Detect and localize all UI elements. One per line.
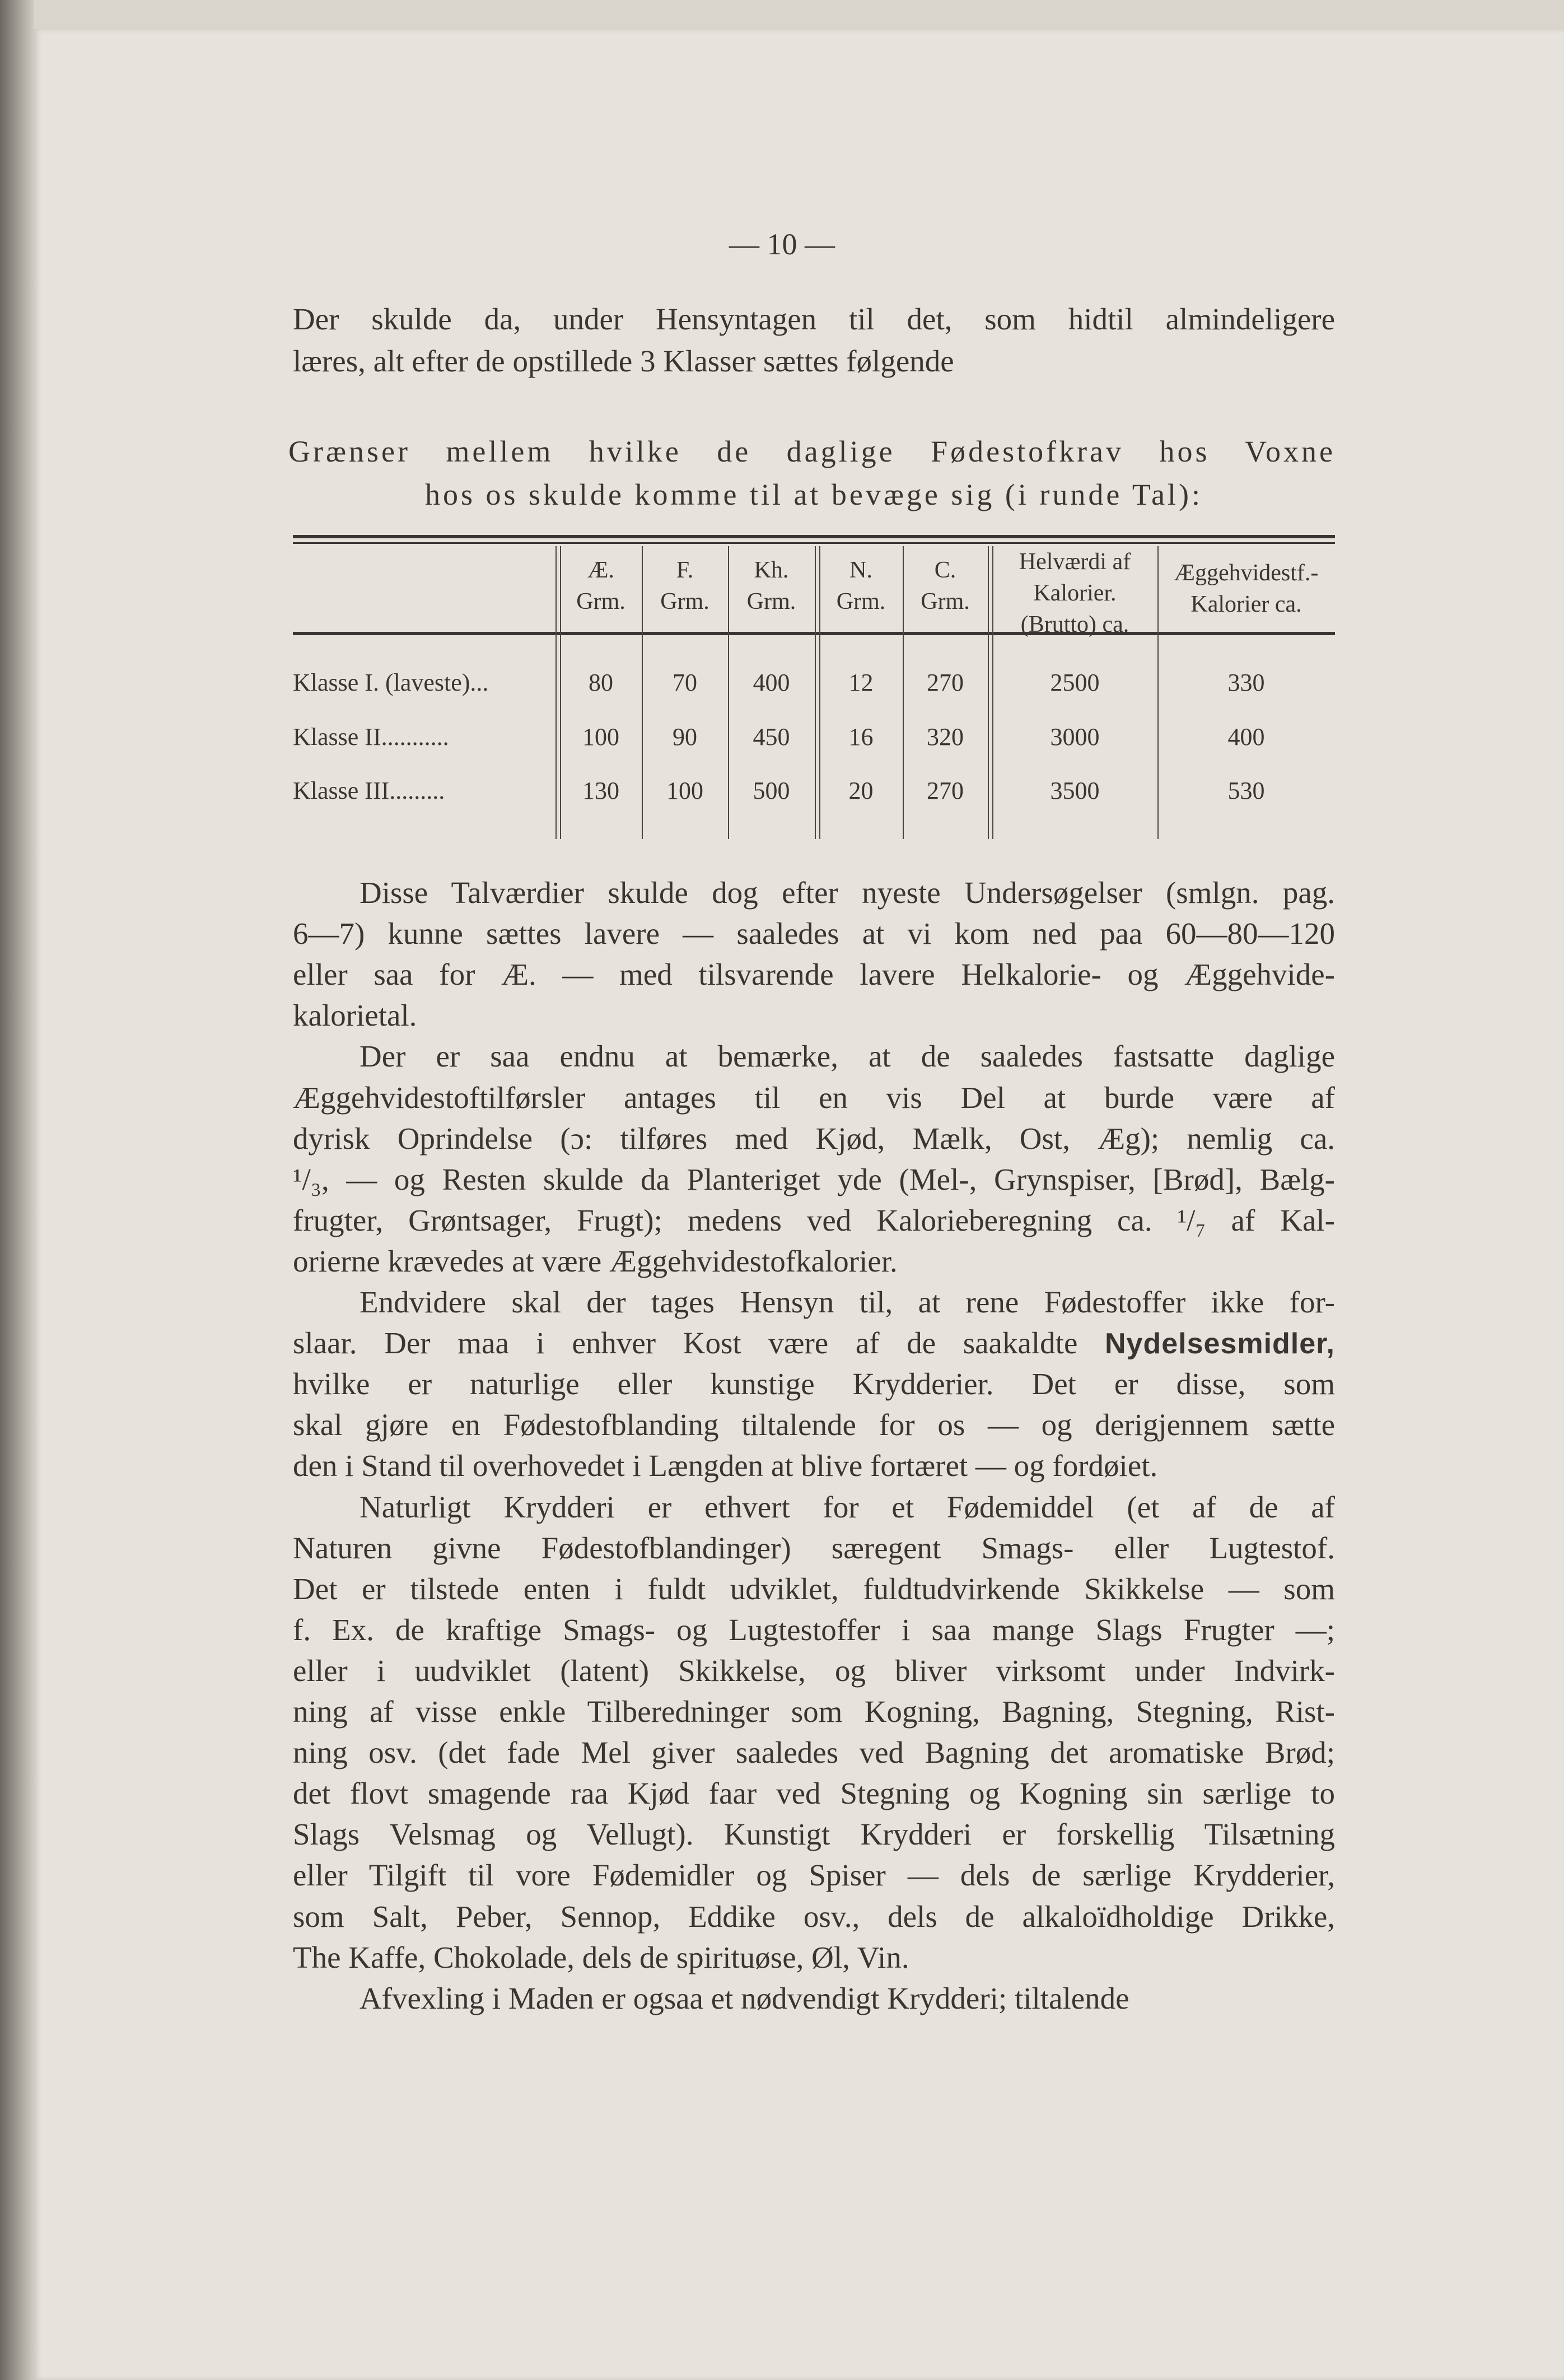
column-header [728,555,815,617]
text-line: dyrisk Oprindelse (ɔ: tilføres med Kjød, Mælk, Ost, Æg); nemlig ca. [293,1121,1335,1156]
text-line: det flovt smagende raa Kjød faar ved Stegning og Kogning sin særlige to [293,1776,1335,1811]
text-line: frugter, Grøntsager, Frugt); medens ved Kalorieberegning ca. ¹/₇ af Kal- [293,1203,1335,1237]
row-label: Klasse I. (laveste)... [293,669,489,696]
text-line: The Kaffe, Chokolade, dels de spirituøse, Øl, Vin. [293,1940,909,1974]
column-header-line: N. [849,557,872,583]
table-cell: 500 [753,777,790,804]
column-header-line: F. [676,557,694,583]
text-line: skal gjøre en Fødestofblanding tiltalende for os — og derigjennem sætte [293,1408,1335,1442]
column-divider [988,546,989,839]
table-cell: 400 [753,669,790,696]
column-divider [555,546,557,839]
text-segment: slaar. Der maa i enhver Kost være af de saakaldte [293,1326,1105,1361]
column-header-line: C. [934,557,956,583]
text-line: Disse Talværdier skulde dog efter nyeste Undersøgelser (smlgn. pag. [360,875,1335,910]
text-line: Naturen givne Fødestofblandinger) særegent Smags- eller Lugtestof. [293,1530,1335,1565]
text-line: Naturligt Krydderi er ethvert for et Fødemiddel (et af de af [360,1489,1335,1524]
column-header-line: Grm. [660,589,709,614]
table-title-line: Grænser mellem hvilke de daglige Fødestofkrav hos Voxne [288,435,1336,468]
text-line: kalorietal. [293,998,417,1033]
table-cell: 270 [927,669,964,696]
table-cell: 12 [848,669,874,696]
row-label: Klasse II........... [293,723,449,751]
text-line: som Salt, Peber, Sennop, Eddike osv., dels de alkaloïdholdige Drikke, [293,1899,1335,1934]
text-line: Der er saa endnu at bemærke, at de saaledes fastsatte daglige [360,1039,1335,1074]
column-header-line: Grm. [921,589,970,614]
column-header [903,555,988,617]
table-cell: 80 [589,669,613,696]
intro-line: Der skulde da, under Hensyntagen til det, som hidtil almindeligere [293,302,1335,336]
column-header-line: Æ. [587,557,614,583]
column-header-line: Kh. [754,557,789,583]
bold-term: Nydelsesmidler, [1105,1328,1335,1361]
table-cell: 100 [666,777,703,804]
table-cell: 330 [1227,669,1265,696]
table-cell: 130 [582,777,619,804]
column-header [1157,557,1335,620]
column-header-line: Æggehvidestf.- [1174,560,1319,586]
text-line: Endvidere skal der tages Hensyn til, at rene Fødestoffer ikke for- [360,1285,1335,1319]
column-header-line: (Brutto) ca. [1020,612,1129,637]
column-header-line: Grm. [836,589,886,614]
column-header [560,555,642,617]
text-line: eller i uudviklet (latent) Skikkelse, og bliver virksomt under Indvirk- [293,1653,1335,1688]
table-cell: 320 [927,723,964,751]
table-cell: 70 [673,669,697,696]
table-cell: 16 [848,723,874,751]
column-header [992,546,1157,640]
column-header [819,555,903,617]
column-header-line: Kalorier ca. [1190,591,1302,617]
table-header-rule [293,632,1335,635]
row-label: Klasse III......... [293,777,445,804]
table-cell: 90 [673,723,697,751]
text-line [293,1322,1335,1363]
scanner-edge [0,0,34,2380]
column-header [642,555,728,617]
text-line: Det er tilstede enten i fuldt udviklet, fuldtudvirkende Skikkelse — som [293,1571,1335,1606]
text-line: orierne krævedes at være Æggehvidestofkalorier. [293,1243,898,1278]
table-cell: 450 [753,723,790,751]
column-header-line: Grm. [576,589,625,614]
table-cell: 270 [927,777,964,804]
text-line: eller Tilgift til vore Fødemidler og Spiser — dels de særlige Krydderier, [293,1858,1335,1893]
table-cell: 3000 [1050,723,1100,751]
table-cell: 3500 [1050,777,1100,804]
text-line: ¹/₃, — og Resten skulde da Planteriget yde (Mel-, Grynspiser, [Brød], Bælg- [293,1162,1335,1196]
column-header-line: Helværdi af [1019,549,1131,575]
text-line: 6—7) kunne sættes lavere — saaledes at vi kom ned paa 60—80—120 [293,916,1335,951]
table-cell: 100 [582,723,619,751]
text-line: ning osv. (det fade Mel giver saaledes ved Bagning det aromatiske Brød; [293,1735,1335,1770]
text-line: eller saa for Æ. — med tilsvarende lavere Helkalorie- og Æggehvide- [293,957,1335,992]
text-line: Æggehvidestoftilførsler antages til en vis Del at burde være af [293,1080,1335,1115]
intro-line: læres, alt efter de opstillede 3 Klasser sættes følgende [293,344,954,378]
text-line: Slags Velsmag og Vellugt). Kunstigt Krydderi er forskellig Tilsætning [293,1817,1335,1852]
table-top-rule-thin [293,542,1335,544]
text-line: hvilke er naturlige eller kunstige Krydderier. Det er disse, som [293,1367,1335,1401]
table-cell: 400 [1227,723,1265,751]
column-header-line: Grm. [746,589,796,614]
table-cell: 530 [1227,777,1265,804]
table-top-rule [293,535,1335,538]
text-line: f. Ex. de kraftige Smags- og Lugtestoffer i saa mange Slags Frugter —; [293,1612,1335,1647]
column-header-line: Kalorier. [1033,580,1117,606]
text-line: den i Stand til overhovedet i Længden at blive fortæret — og fordøiet. [293,1449,1158,1483]
text-line: Afvexling i Maden er ogsaa et nødvendigt Krydderi; tiltalende [360,1981,1129,2015]
page-number: — 10 — [729,227,835,261]
table-cell: 2500 [1050,669,1100,696]
table-title-line: hos os skulde komme til at bevæge sig (i runde Tal): [424,478,1203,511]
text-line: ning af visse enkle Tilberedninger som Kogning, Bagning, Stegning, Rist- [293,1694,1335,1729]
table-cell: 20 [848,777,874,804]
column-divider [815,546,816,839]
